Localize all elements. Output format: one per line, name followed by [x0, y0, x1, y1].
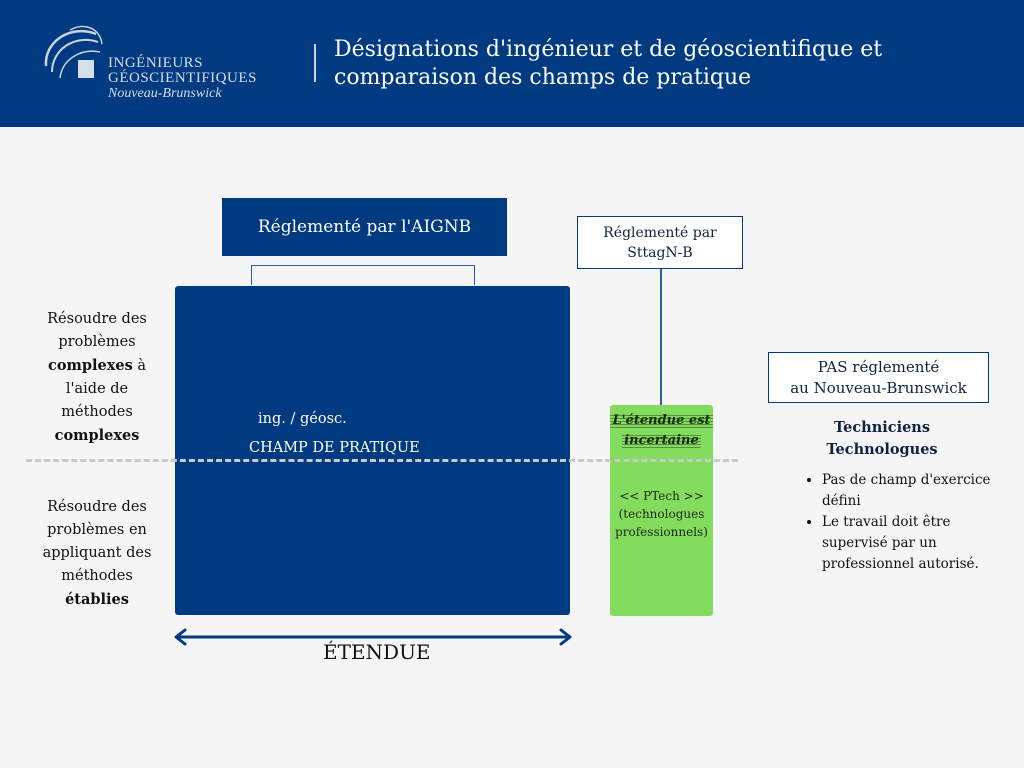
sttag-regulated-box: [577, 216, 743, 269]
complex-bold-2: complexes: [54, 427, 140, 444]
logo-line-1: INGÉNIEURS: [108, 55, 203, 71]
complex-text-1: Résoudre des problèmes: [47, 311, 147, 350]
page-title: Désignations d'ingénieur et de géoscientifique et comparaison des champs de pratique: [334, 37, 883, 90]
scope-axis-label: ÉTENDUE: [323, 640, 431, 664]
header-divider: [314, 44, 316, 82]
complex-text-2: à l'aide de méthodes: [61, 358, 146, 420]
established-text-1: Résoudre des problèmes en appliquant des méthodes: [42, 499, 152, 584]
technologists-line: Technologues: [826, 441, 938, 458]
not-regulated-line-2: au Nouveau-Brunswick: [790, 378, 967, 397]
uncertain-scope-note: [610, 411, 713, 451]
sttag-line-2: SttagN-B: [627, 244, 693, 261]
technicians-line: Techniciens: [833, 419, 931, 436]
practice-scope-subtitle: ing. / géosc.: [258, 411, 347, 427]
complexity-divider: [26, 459, 738, 462]
ptech-text: [610, 487, 713, 541]
ptech-line-2: (technologues: [618, 507, 705, 521]
practice-scope-title: CHAMP DE PRATIQUE: [249, 440, 420, 456]
not-regulated-line-1: PAS réglementé: [817, 357, 940, 376]
swoosh-logo-icon: [40, 22, 104, 86]
not-regulated-box: [768, 352, 989, 403]
established-methods-label: [36, 496, 158, 612]
technicians-heading: [768, 417, 996, 461]
list-item: • Le travail doit être supervisé par un professionnel autorisé.: [822, 512, 1002, 575]
list-item: • Pas de champ d'exercice défini: [822, 470, 1002, 512]
established-bold-1: établies: [65, 591, 129, 608]
complex-problems-label: [36, 308, 158, 448]
logo-line-3: Nouveau-Brunswick: [108, 86, 222, 101]
header-banner: [0, 0, 1024, 127]
uncertain-note-line-1: L'étendue est: [612, 413, 711, 428]
logo-text: [108, 56, 257, 101]
ptech-line-3: professionnels): [615, 525, 708, 539]
logo-line-2: GÉOSCIENTIFIQUES: [108, 70, 257, 86]
aignb-regulated-box: [222, 198, 507, 256]
sttag-connector-line: [660, 269, 662, 405]
uncertain-note-line-2: incertaine: [624, 433, 699, 448]
complex-bold-1: complexes: [47, 357, 133, 374]
sttag-line-1: Réglementé par: [603, 224, 717, 241]
aignb-bracket: [251, 265, 475, 285]
aignb-label: Réglementé par l'AIGNB: [257, 217, 472, 237]
technicians-bullet-list: [803, 470, 1002, 575]
ptech-line-1: << PTech >>: [619, 489, 704, 503]
